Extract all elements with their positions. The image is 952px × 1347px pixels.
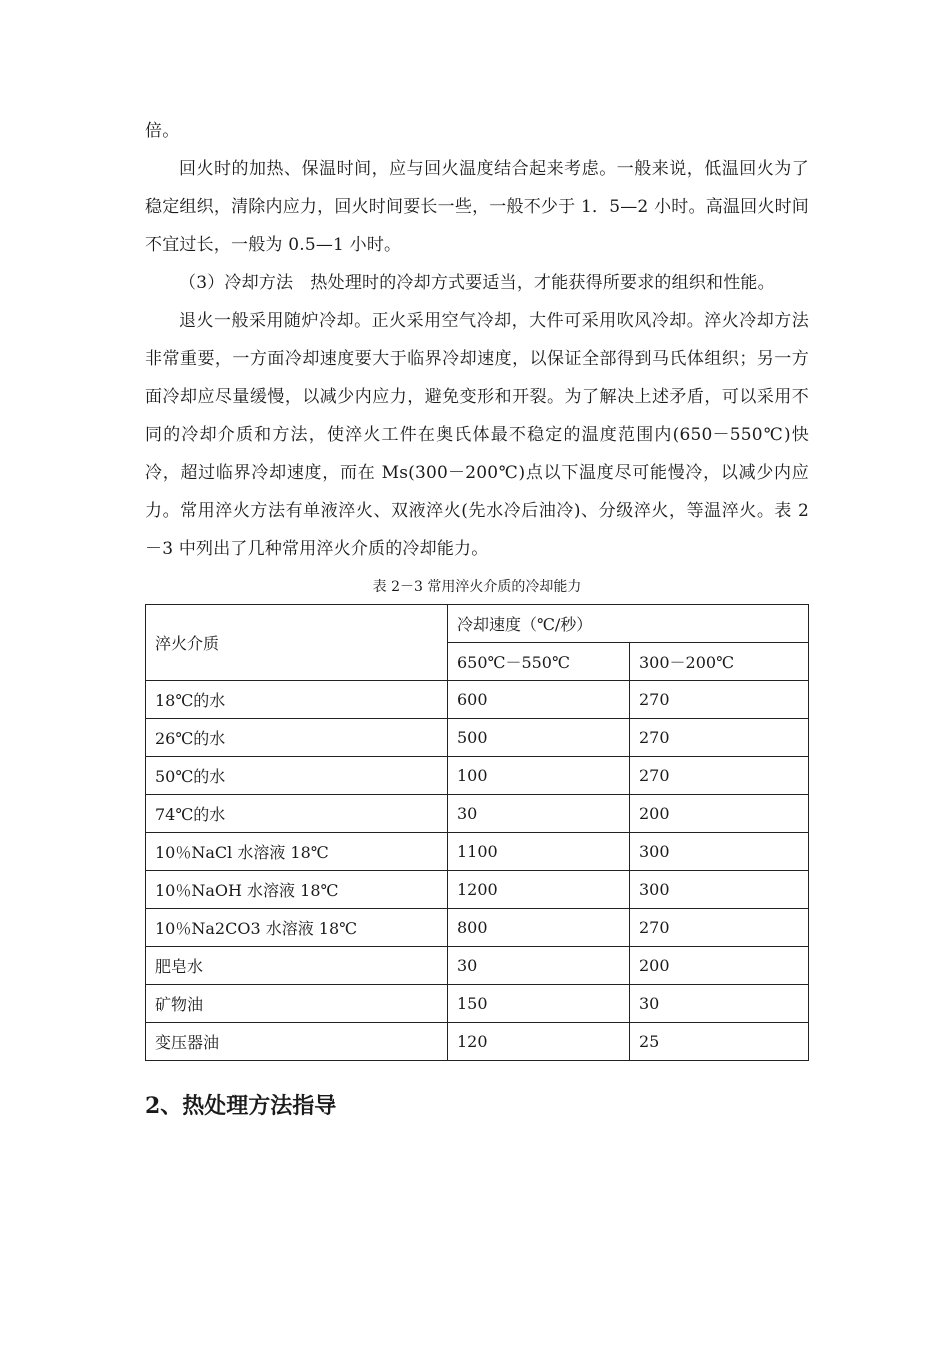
cell-medium: 变压器油: [146, 1023, 448, 1061]
cell-medium: 10％NaCl 水溶液 18℃: [146, 833, 448, 871]
header-cooling-speed: 冷却速度（℃/秒）: [448, 605, 809, 643]
cell-medium: 矿物油: [146, 985, 448, 1023]
header-range-high: 650℃－550℃: [448, 643, 630, 681]
cell-speed-high: 1100: [448, 833, 630, 871]
header-range-low: 300－200℃: [630, 643, 809, 681]
table-row: [146, 909, 809, 947]
cell-speed-low: 25: [630, 1023, 809, 1061]
cell-medium: 74℃的水: [146, 795, 448, 833]
cell-speed-low: 200: [630, 947, 809, 985]
cell-medium: 10％Na2CO3 水溶液 18℃: [146, 909, 448, 947]
cell-medium: 10％NaOH 水溶液 18℃: [146, 871, 448, 909]
cell-speed-high: 800: [448, 909, 630, 947]
cell-medium: 50℃的水: [146, 757, 448, 795]
table-row: [146, 947, 809, 985]
quench-media-table: [145, 604, 809, 1061]
table-row: [146, 985, 809, 1023]
table-row: [146, 757, 809, 795]
table-header-row: [146, 605, 809, 643]
cell-speed-low: 270: [630, 719, 809, 757]
cell-speed-high: 1200: [448, 871, 630, 909]
cell-speed-high: 500: [448, 719, 630, 757]
cell-speed-low: 270: [630, 909, 809, 947]
cell-medium: 18℃的水: [146, 681, 448, 719]
cell-speed-low: 300: [630, 833, 809, 871]
cell-speed-low: 30: [630, 985, 809, 1023]
paragraph: 回火时的加热、保温时间，应与回火温度结合起来考虑。一般来说，低温回火为了稳定组织，清除内应力，回火时间要长一些，一般不少于 1．5—2 小时。高温回火时间不宜过长，一般为 0.5—1 小时。: [145, 159, 809, 255]
cell-speed-high: 30: [448, 795, 630, 833]
cell-speed-low: 200: [630, 795, 809, 833]
table-row: [146, 833, 809, 871]
table-caption: 表 2－3 常用淬火介质的冷却能力: [372, 579, 582, 595]
cell-speed-low: 270: [630, 757, 809, 795]
paragraph: 倍。: [145, 121, 180, 141]
table-row: [146, 681, 809, 719]
table-row: [146, 795, 809, 833]
cell-speed-high: 600: [448, 681, 630, 719]
document-page: [145, 112, 809, 1121]
cell-speed-high: 30: [448, 947, 630, 985]
cell-speed-high: 120: [448, 1023, 630, 1061]
cell-speed-high: 150: [448, 985, 630, 1023]
cell-medium: 26℃的水: [146, 719, 448, 757]
table-row: [146, 871, 809, 909]
table-row: [146, 1023, 809, 1061]
cell-speed-low: 270: [630, 681, 809, 719]
paragraph: 退火一般采用随炉冷却。正火采用空气冷却，大件可采用吹风冷却。淬火冷却方法非常重要，一方面冷却速度要大于临界冷却速度，以保证全部得到马氏体组织；另一方面冷却应尽量缓慢，以减少内应力，避免变形和开裂。为了解决上述矛盾，可以采用不同的冷却介质和方法，使淬火工件在奥氏体最不稳定的温度范围内(650－550℃)快冷，超过临界冷却速度，而在 Ms(300－200℃)点以下温度尽可能慢冷，以减少内应力。常用淬火方法有单液淬火、双液淬火(先水冷后油冷)、分级淬火，等温淬火。表 2－3 中列出了几种常用淬火介质的冷却能力。: [145, 311, 809, 559]
table-row: [146, 719, 809, 757]
section-heading: 2、热处理方法指导: [145, 1093, 337, 1119]
cell-medium: 肥皂水: [146, 947, 448, 985]
cell-speed-high: 100: [448, 757, 630, 795]
cell-speed-low: 300: [630, 871, 809, 909]
paragraph: （3）冷却方法 热处理时的冷却方式要适当，才能获得所要求的组织和性能。: [179, 273, 775, 293]
body-text: [145, 112, 809, 568]
header-medium: 淬火介质: [146, 605, 448, 681]
